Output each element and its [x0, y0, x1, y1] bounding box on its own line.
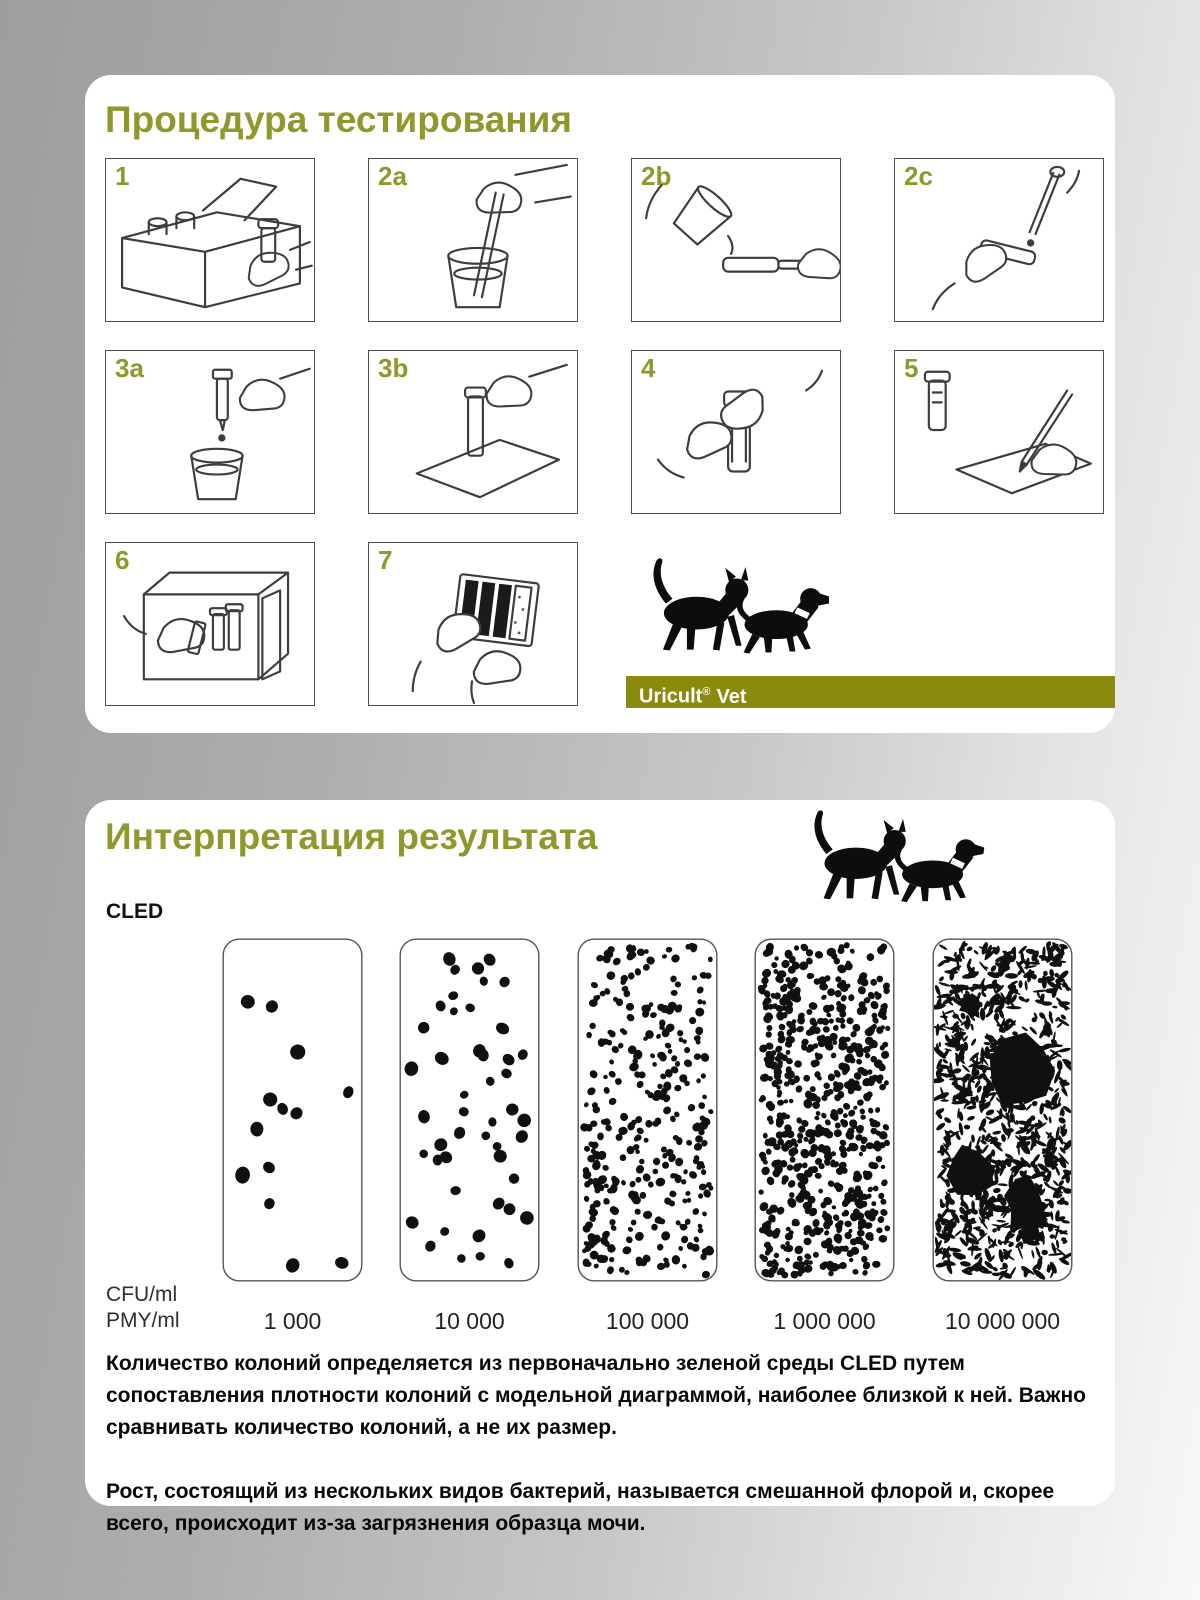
interpretation-paragraph-2: Рост, состоящий из нескольких видов бактерий, называется смешанной флорой и, скорее всего, происходит из-за загрязнения образца мочи. — [106, 1480, 1055, 1535]
step-illustration-7 — [369, 543, 577, 705]
step-box-3b — [368, 350, 578, 514]
step-number: 6 — [115, 545, 130, 575]
step-number: 7 — [378, 545, 393, 575]
cfu-count-label-3: 100 000 — [605, 1308, 690, 1334]
step-box-5 — [894, 350, 1104, 514]
step-box-2b — [631, 158, 841, 322]
step-illustration-6 — [106, 543, 314, 705]
cat-dog-silhouette — [795, 806, 987, 903]
step-number: 2a — [378, 161, 407, 191]
interpretation-title: Интерпретация результата — [105, 816, 598, 857]
step-box-6 — [105, 542, 315, 706]
step-number: 3a — [115, 353, 144, 383]
step-box-2c — [894, 158, 1104, 322]
step-number: 3b — [378, 353, 409, 383]
step-number: 1 — [115, 161, 130, 191]
step-illustration-5 — [895, 351, 1103, 513]
brand-name: Uricult — [639, 685, 703, 708]
cfu-unit-label: CFU/ml — [106, 1283, 178, 1306]
density-panel-1 — [222, 938, 363, 1282]
step-box-7 — [368, 542, 578, 706]
cfu-count-label-5: 10 000 000 — [944, 1308, 1061, 1334]
step-box-1 — [105, 158, 315, 322]
step-number: 4 — [641, 353, 656, 383]
cfu-count-label-1: 1 000 — [263, 1308, 322, 1334]
step-number: 2b — [641, 161, 672, 191]
step-illustration-4 — [632, 351, 840, 513]
step-illustration-1 — [106, 159, 314, 321]
procedure-title: Процедура тестирования — [105, 99, 572, 140]
registered-trademark-icon: ® — [702, 686, 711, 698]
interpretation-text — [106, 1348, 1110, 1572]
step-box-4 — [631, 350, 841, 514]
density-panel-3 — [577, 938, 718, 1282]
density-panel-5 — [932, 938, 1073, 1282]
interpretation-card — [85, 800, 1115, 1535]
brand-suffix: Vet — [716, 685, 747, 708]
brand-bar — [626, 676, 1115, 708]
pmy-unit-label: PMY/ml — [106, 1309, 180, 1332]
interpretation-paragraph-1: Количество колоний определяется из первоначально зеленой среды CLED путем сопоставления плотности колоний с модельной диаграммой, наиболее близкой к ней. Важно сравнивать количество колоний, а не их размер. — [106, 1352, 1086, 1439]
step-number: 2c — [904, 161, 933, 191]
step-box-2a — [368, 158, 578, 322]
density-panel-4 — [754, 938, 895, 1282]
cfu-count-label-4: 1 000 000 — [773, 1308, 876, 1334]
cfu-count-label-2: 10 000 — [434, 1308, 505, 1334]
step-number: 5 — [904, 353, 919, 383]
step-box-3a — [105, 350, 315, 514]
procedure-card — [85, 75, 1115, 733]
cat-dog-silhouette — [637, 553, 829, 655]
cled-medium-label: CLED — [106, 900, 164, 923]
density-panel-2 — [399, 938, 540, 1282]
procedure-steps-grid — [105, 158, 1104, 706]
